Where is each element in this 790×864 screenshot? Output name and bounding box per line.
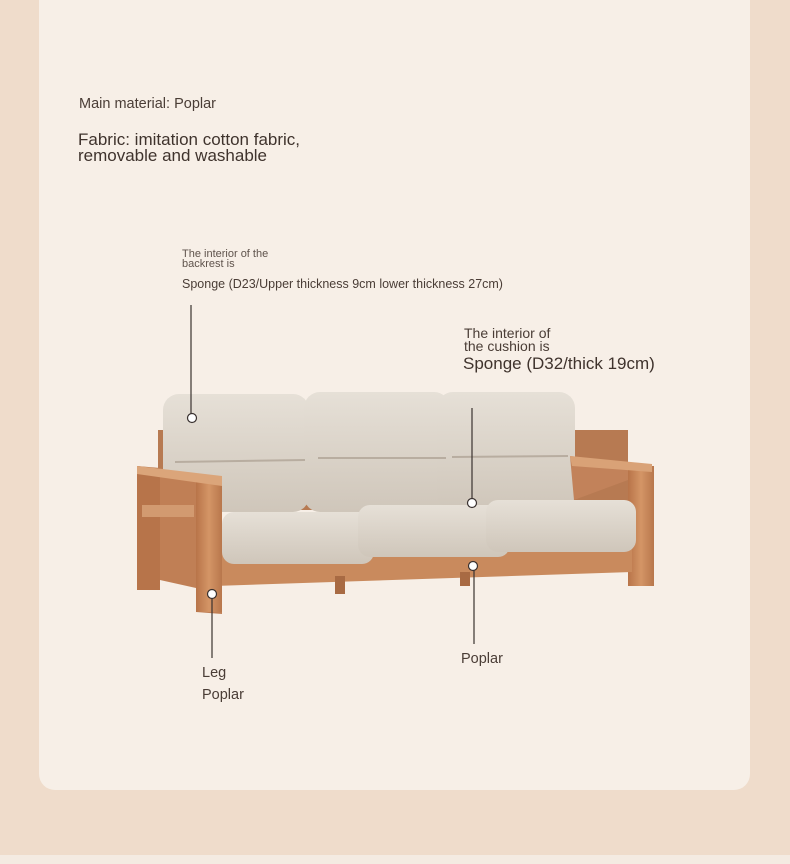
cushion-marker: [468, 499, 477, 508]
main-material-text: Main material: Poplar: [79, 96, 216, 112]
fabric-line-1: Fabric: imitation cotton fabric,: [78, 130, 301, 149]
backrest-title: [182, 249, 268, 269]
leg-material: Poplar: [202, 687, 244, 703]
fabric-line-2: removable and washable: [78, 146, 268, 165]
back-cushions: [163, 392, 575, 512]
frame-marker: [469, 562, 478, 571]
backrest-title-line-2: backrest is: [182, 258, 235, 270]
frame-material: Poplar: [461, 651, 503, 667]
cushion-title-line-2: the cushion is: [464, 338, 550, 354]
fabric-text: [78, 132, 300, 164]
cushion-title: [464, 327, 550, 353]
leg-label: Leg: [202, 665, 227, 681]
backrest-marker: [188, 414, 197, 423]
cushion-title-line-1: The interior of: [464, 325, 551, 341]
leg-marker: [208, 590, 217, 599]
backrest-detail: Sponge (D23/Upper thickness 9cm lower thickness 27cm): [182, 277, 503, 291]
backrest-title-line-1: The interior of the: [182, 248, 269, 260]
cushion-detail: Sponge (D32/thick 19cm): [463, 354, 655, 373]
